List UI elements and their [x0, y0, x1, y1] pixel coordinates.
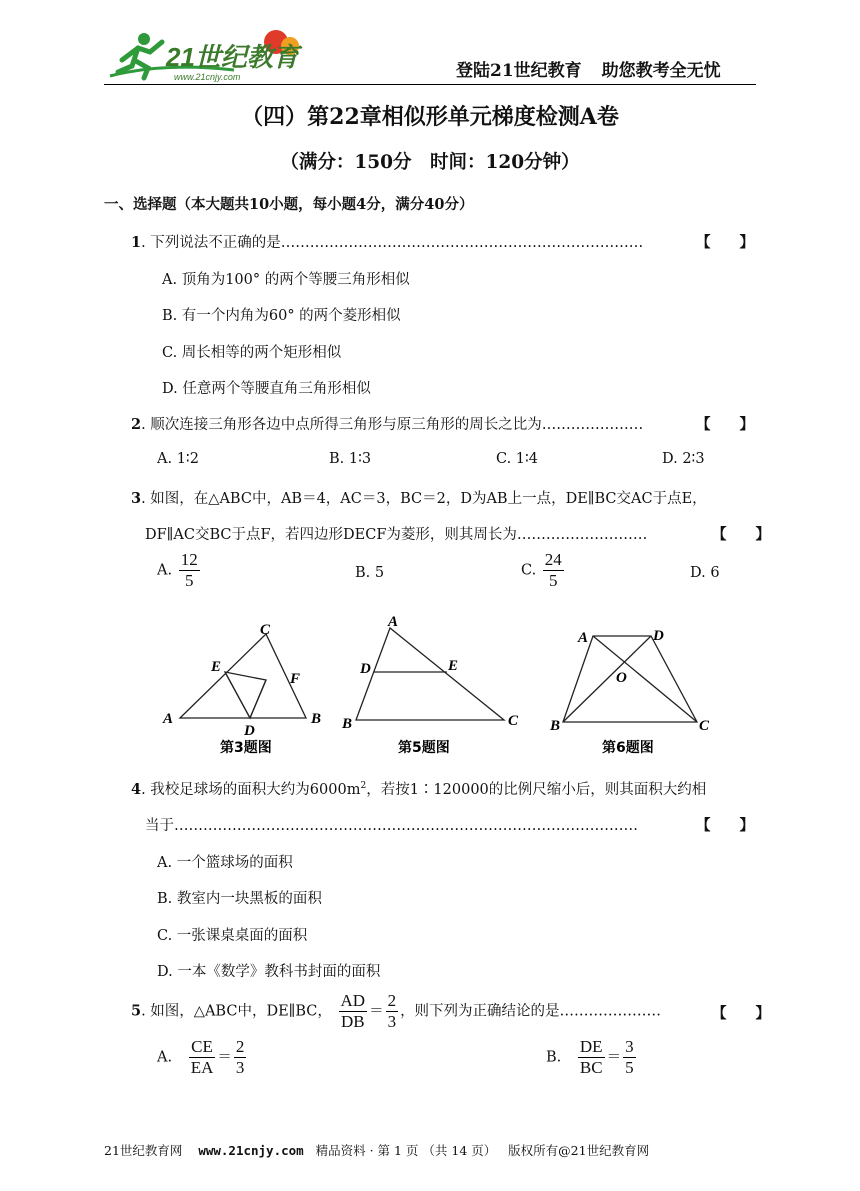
- label-E: E: [448, 658, 459, 674]
- page-footer: [104, 1141, 649, 1159]
- header-slogan: [456, 56, 721, 81]
- footer-page-info: 精品资料 · 第 1 页 （共 14 页）: [315, 1143, 497, 1158]
- figure-caption: 第5题图: [398, 740, 450, 756]
- label-O: O: [616, 670, 627, 686]
- page-subtitle: （满分：150分 时间：120分钟）: [280, 152, 580, 173]
- page-title: （四）第22章相似形单元梯度检测A卷: [241, 104, 619, 130]
- option-a: A. $\frac{12}{5}$: [157, 550, 198, 590]
- answer-bracket: 【 】: [696, 234, 754, 251]
- answer-bracket: 【 】: [696, 416, 754, 433]
- answer-bracket: 【 】: [712, 526, 770, 543]
- option-b: B. 教室内一块黑板的面积: [157, 891, 322, 907]
- section-heading: 一、选择题（本大题共10小题，每小题4分，满分40分）: [104, 196, 474, 213]
- slogan-right: 助您教考全无忧: [601, 61, 721, 81]
- question-3-line2: DF∥AC交BC于点F，若四边形DECF为菱形，则其周长为………………………: [145, 527, 648, 543]
- answer-bracket: 【 】: [712, 1005, 770, 1022]
- label-D: D: [653, 628, 664, 644]
- svg-text:21世纪教育: 21世纪教育: [166, 42, 299, 72]
- question-4: 4. 我校足球场的面积大约为$6000m^2$，若按1∶120000的比例尺缩小后，则其面积大约相: [131, 781, 707, 798]
- footer-site: 21世纪教育网: [104, 1143, 183, 1158]
- header-divider: [104, 84, 756, 85]
- option-a: A. 1∶2: [157, 451, 199, 467]
- option-a: A. 顶角为100° 的两个等腰三角形相似: [162, 272, 410, 288]
- fraction: $\frac{AD}{DB}$: [340, 991, 366, 1031]
- question-number: 1: [131, 234, 142, 251]
- figure-caption: 第6题图: [602, 740, 654, 756]
- label-E: E: [211, 659, 222, 675]
- question-number: 4: [131, 781, 142, 798]
- option-c: C. 1∶4: [496, 451, 539, 467]
- label-D: D: [360, 661, 371, 677]
- label-B: B: [311, 711, 322, 727]
- option-c: C. 一张课桌桌面的面积: [157, 928, 308, 944]
- label-C: C: [260, 622, 271, 638]
- option-b: B. 5: [355, 565, 385, 581]
- fraction: $\frac{DE}{BC}$: [579, 1037, 603, 1077]
- question-text-line1: . 如图，在△ABC中，AB＝4，AC＝3，BC＝2，D为AB上一点，DE∥BC交AC于点E，: [141, 491, 707, 507]
- figure-5: [338, 612, 538, 762]
- option-a: A. $\frac{CE}{EA}$ ＝ $\frac{2}{3}$: [157, 1037, 245, 1077]
- option-b: B. 1∶3: [329, 451, 372, 467]
- question-4-line2: 当于……………………………………………………………………………………: [145, 818, 638, 834]
- figure-6: [545, 612, 725, 762]
- option-c: C. 周长相等的两个矩形相似: [162, 345, 342, 361]
- option-d: D. 6: [690, 565, 720, 581]
- option-a: A. 一个篮球场的面积: [157, 855, 293, 871]
- option-d: D. 一本《数学》教科书封面的面积: [157, 964, 381, 980]
- question-number: 3: [131, 490, 142, 507]
- label-A: A: [163, 711, 174, 727]
- label-F: F: [290, 671, 301, 687]
- figure-3: [160, 612, 330, 762]
- fraction: $\frac{12}{5}$: [180, 550, 198, 590]
- label-A: A: [388, 614, 399, 630]
- label-C: C: [699, 718, 710, 734]
- question-1: [131, 231, 643, 252]
- question-2: [131, 413, 643, 434]
- question-text: . 下列说法不正确的是…………………………………………………………………: [141, 235, 644, 251]
- question-3: [131, 487, 707, 508]
- fraction: $\frac{2}{3}$: [235, 1037, 245, 1077]
- option-b: B. 有一个内角为60° 的两个菱形相似: [162, 308, 401, 324]
- footer-copyright: 版权所有@21世纪教育网: [508, 1143, 650, 1158]
- fraction: $\frac{2}{3}$: [387, 991, 397, 1031]
- fraction: $\frac{3}{5}$: [625, 1037, 634, 1077]
- question-text: . 顺次连接三角形各边中点所得三角形与原三角形的周长之比为…………………: [141, 417, 644, 433]
- label-B: B: [550, 718, 561, 734]
- slogan-left: 登陆21世纪教育: [456, 61, 582, 81]
- option-d: D. 任意两个等腰直角三角形相似: [162, 381, 371, 397]
- footer-url[interactable]: www.21cnjy.com: [198, 1143, 304, 1158]
- label-B: B: [342, 716, 353, 732]
- svg-text:www.21cnjy.com: www.21cnjy.com: [174, 72, 241, 82]
- option-d: D. 2∶3: [662, 451, 705, 467]
- figure-caption: 第3题图: [220, 740, 272, 756]
- site-logo: [104, 26, 309, 84]
- answer-bracket: 【 】: [696, 817, 754, 834]
- question-number: 2: [131, 416, 142, 433]
- label-C: C: [508, 713, 519, 729]
- logo-runner-head: [138, 33, 150, 45]
- fraction: $\frac{CE}{EA}$: [190, 1037, 214, 1077]
- label-A: A: [578, 630, 589, 646]
- question-number: 5: [131, 1002, 142, 1020]
- question-5: 5. 如图，△ABC中，DE∥BC， $\frac{AD}{DB}$ ＝ $\frac{2}{3}$ ，则下列为正确结论的是…………………: [131, 991, 662, 1031]
- option-c: C. $\frac{24}{5}$: [521, 550, 562, 590]
- label-D: D: [244, 723, 255, 739]
- fraction: $\frac{24}{5}$: [544, 550, 562, 590]
- option-b: B. $\frac{DE}{BC}$ ＝ $\frac{3}{5}$: [546, 1037, 634, 1077]
